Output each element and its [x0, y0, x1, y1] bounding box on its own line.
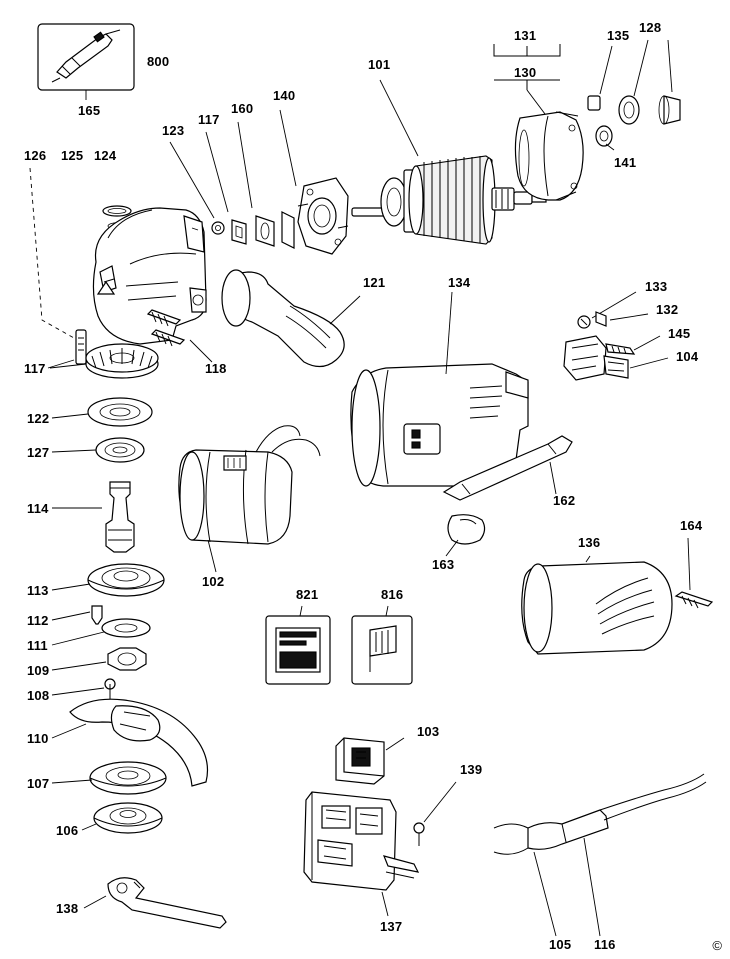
callout-116: 116 — [594, 937, 616, 952]
part-800-inset — [38, 24, 134, 90]
callout-816: 816 — [381, 587, 404, 602]
callout-125: 125 — [61, 148, 84, 163]
part-816-label — [352, 606, 412, 684]
callout-135: 135 — [607, 28, 630, 43]
part-103-switch — [336, 738, 404, 784]
callout-821: 821 — [296, 587, 319, 602]
part-139-screw — [414, 782, 456, 846]
callout-117-top: 117 — [198, 112, 220, 127]
callout-113: 113 — [27, 583, 49, 598]
part-102-stator — [179, 426, 320, 572]
callout-138: 138 — [56, 901, 79, 916]
part-135-128-141 — [588, 40, 680, 150]
part-138-wrench — [84, 878, 226, 928]
callout-140: 140 — [273, 88, 296, 103]
callout-127: 127 — [27, 445, 50, 460]
callout-800: 800 — [147, 54, 170, 69]
part-gearcase — [30, 168, 206, 344]
callout-111: 111 — [27, 638, 48, 653]
callout-162: 162 — [553, 493, 576, 508]
part-121-handle — [222, 270, 360, 367]
callout-130: 130 — [514, 65, 537, 80]
callout-102: 102 — [202, 574, 225, 589]
callout-118: 118 — [205, 361, 227, 376]
callout-145: 145 — [668, 326, 691, 341]
callout-131: 131 — [514, 28, 537, 43]
callout-117-left: 117 — [24, 361, 46, 376]
callout-114: 114 — [27, 501, 49, 516]
part-105-116-cord — [494, 774, 706, 936]
part-gearbox-stack — [50, 344, 158, 552]
part-136-cover — [522, 556, 672, 654]
callout-101: 101 — [368, 57, 391, 72]
callout-136: 136 — [578, 535, 601, 550]
callout-110: 110 — [27, 731, 49, 746]
part-821-label — [266, 606, 330, 684]
part-140-plate — [298, 178, 348, 254]
part-brush-assembly — [564, 292, 668, 380]
callout-163: 163 — [432, 557, 455, 572]
callout-160: 160 — [231, 101, 254, 116]
callout-126: 126 — [24, 148, 47, 163]
callout-108: 108 — [27, 688, 50, 703]
part-134-housing — [351, 292, 528, 486]
callout-128: 128 — [639, 20, 662, 35]
part-163-pad — [446, 515, 485, 556]
callout-123: 123 — [162, 123, 185, 138]
callout-133: 133 — [645, 279, 668, 294]
callout-107: 107 — [27, 776, 50, 791]
part-117-bolt-left — [48, 330, 86, 368]
callout-105: 105 — [549, 937, 572, 952]
copyright-mark: © — [712, 938, 722, 953]
part-137-switch-housing — [304, 792, 418, 916]
callout-164: 164 — [680, 518, 703, 533]
callout-104: 104 — [676, 349, 699, 364]
callout-139: 139 — [460, 762, 483, 777]
callout-137: 137 — [380, 919, 403, 934]
callout-106: 106 — [56, 823, 79, 838]
callout-132: 132 — [656, 302, 679, 317]
callout-121: 121 — [363, 275, 386, 290]
callout-141: 141 — [614, 155, 637, 170]
part-130-fan-baffle — [494, 44, 583, 200]
callout-124: 124 — [94, 148, 117, 163]
callout-103: 103 — [417, 724, 440, 739]
callout-134: 134 — [448, 275, 471, 290]
callout-165: 165 — [78, 103, 101, 118]
part-flange-stack — [52, 564, 164, 700]
callout-109: 109 — [27, 663, 50, 678]
callout-122: 122 — [27, 411, 50, 426]
callout-112: 112 — [27, 613, 49, 628]
part-164-screw — [676, 538, 712, 608]
